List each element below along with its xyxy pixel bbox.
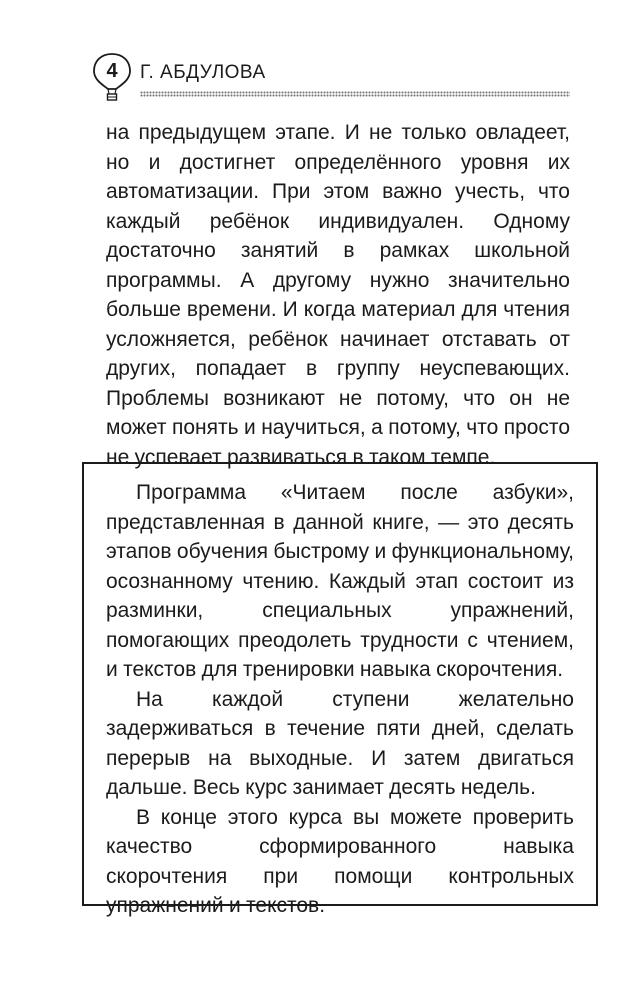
running-header xyxy=(90,52,570,102)
program-info-box xyxy=(82,462,598,917)
page-number: 4 xyxy=(106,60,118,82)
box-paragraph-3: В конце этого курса вы можете проверить качество сформированного навыка скорочтения при помощи контрольных упражнений и текстов. xyxy=(106,805,574,917)
author-name: Г. АБДУЛОВА xyxy=(140,62,266,83)
box-paragraph-1: Программа «Читаем после азбуки», представленная в данной книге, — это десять этапов обучения быстрому и функциональному, осознанному чтению. Каждый этап состоит из разминки, специальных упражнений, помогающих преодолеть трудности с чтением, и текстов для тренировки навыка скорочтения. xyxy=(106,481,574,681)
main-paragraph: на предыдущем этапе. И не только овладеет, но и достигнет определённого уровня их автоматизации. При этом важно учесть, что каждый ребёнок индивидуален. Одному достаточно занятий в рамках школьной программы. А другому нужно значительно больше времени. И когда материал для чтения усложняется, ребёнок начинает отставать от других, попадает в группу неуспевающих. Проблемы возникают не потому, что он не может понять и научиться, а потому, что просто не успевает развиваться в таком темпе. xyxy=(106,121,570,469)
dotted-rule xyxy=(140,91,570,97)
box-paragraph-2: На каждой ступени желательно задерживаться в течение пяти дней, сделать перерыв на выходные. И затем двигаться дальше. Весь курс занимает десять недель. xyxy=(106,687,574,799)
